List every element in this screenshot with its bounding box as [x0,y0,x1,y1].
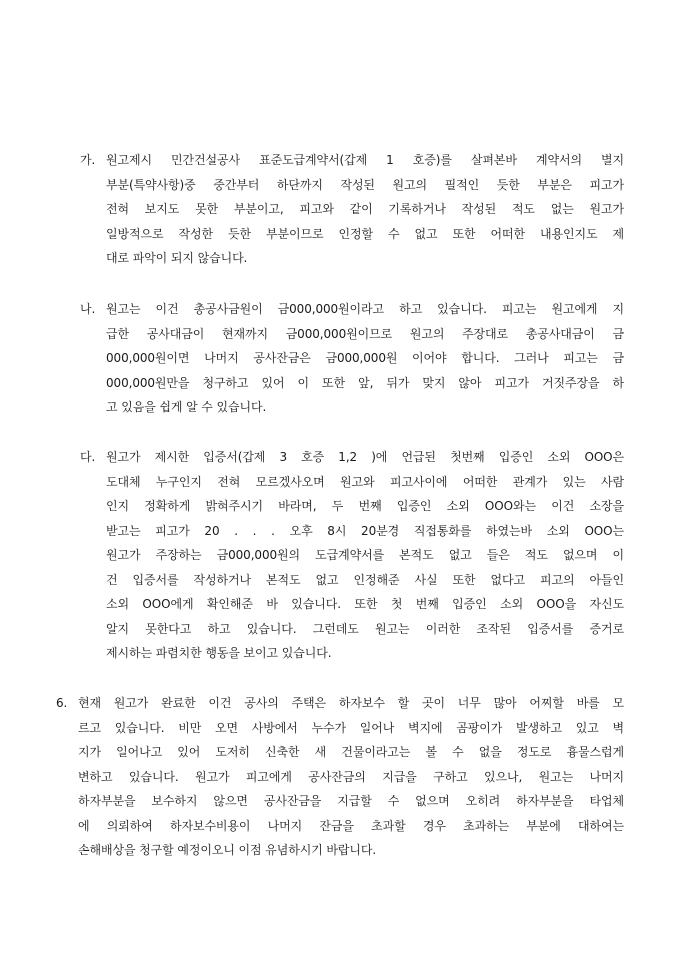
paragraph-body [106,297,624,420]
text-line: 알지 못한다고 하고 있습니다. 그런데도 원고는 이러한 조작된 입증서를 증거로 [106,621,624,636]
text-line: 제시하는 파렴치한 행동을 보이고 있습니다. [106,646,332,660]
text-line: 원고가 제시한 입증서(갑제 3 호증 1,2 )에 언급된 첫번째 입증인 소외 OOO은 [106,450,624,464]
text-line: 급한 공사대금이 현재까지 금000,000원이므로 원고의 주장대로 총공사대금이 금 [106,326,624,341]
text-line: 현재 원고가 완료한 이건 공사의 주택은 하자보수 할 곳이 너무 많아 어찌할 바를 모 [78,696,624,710]
paragraph-body [106,148,624,271]
item-marker: 나. [80,302,96,316]
text-line: 지가 일어나고 있어 도저히 신축한 새 건물이라고는 볼 수 없을 정도로 흉물스럽게 [78,745,624,759]
text-line: 일방적으로 작성한 듯한 부분이므로 인정할 수 없고 또한 어떠한 내용인지도 제 [106,226,624,241]
text-line: 원고제시 민간건설공사 표준도급계약서(갑제 1 호증)를 살펴본바 계약서의 별지 [106,153,624,167]
paragraph-body [78,691,624,863]
text-line: 손해배상을 청구할 예정이오니 이점 유념하시기 바랍니다. [78,843,377,857]
text-line: 원고는 이건 총공사금원이 금000,000원이라고 하고 있습니다. 피고는 원고에게 지 [106,302,624,316]
text-line: 받고는 피고가 20 . . . 오후 8시 20분경 직접통화를 하였는바 소외 OOO는 [106,523,624,538]
text-line: 변하고 있습니다. 원고가 피고에게 공사잔금의 지급을 구하고 있으나, 원고는 나머지 [78,769,624,784]
text-line: 르고 있습니다. 비만 오면 사방에서 누수가 일어나 벽지에 곰팡이가 발생하고 있고 벽 [78,720,624,735]
paragraph-da [80,445,624,666]
text-line: 전혀 보지도 못한 부분이고, 피고와 같이 기록하거나 작성된 적도 없는 원고가 [106,202,624,216]
text-line: 원고가 주장하는 금000,000원의 도급계약서를 본적도 없고 들은 적도 없으며 이 [106,548,624,562]
item-marker: 가. [80,153,96,167]
text-line: 대로 파악이 되지 않습니다. [106,251,248,265]
item-marker: 다. [80,450,96,464]
item-marker: 6. [56,696,68,710]
text-line: 부분(특약사항)중 중간부터 하단까지 작성된 원고의 필적인 듯한 부분은 피고가 [106,177,624,192]
paragraph-ga [80,148,624,271]
text-line: 하자부분을 보수하지 않으면 공사잔금을 지급할 수 없으며 오히려 하자부분을 타업체 [78,794,624,808]
paragraph-body [106,445,624,666]
text-line: 에 의뢰하여 하자보수비용이 나머지 잔금을 초과할 경우 초과하는 부분에 대하여는 [78,818,624,833]
text-line: 고 있음을 쉽게 알 수 있습니다. [106,400,267,414]
text-line: 000,000원이면 나머지 공사잔금은 금000,000원 이어야 합니다. 그러나 피고는 금 [106,351,624,365]
text-line: 인지 정확하게 밝혀주시기 바라며, 두 번째 입증인 소외 OOO와는 이건 소장을 [106,499,624,513]
paragraph-na [80,297,624,420]
text-line: 도대체 누구인지 전혀 모르겠사오며 원고와 피고사이에 어떠한 관계가 있는 사람 [106,474,624,489]
text-line: 소외 OOO에게 확인해준 바 있습니다. 또한 첫 번째 입증인 소외 OOO을 자신도 [106,597,624,611]
text-line: 건 입증서를 작성하거나 본적도 없고 인정해준 사실 또한 없다고 피고의 아들인 [106,572,624,587]
text-line: 000,000원만을 청구하고 있어 이 또한 앞, 뒤가 맞지 않아 피고가 거짓주장을 하 [106,375,624,390]
paragraph-6 [56,691,624,863]
